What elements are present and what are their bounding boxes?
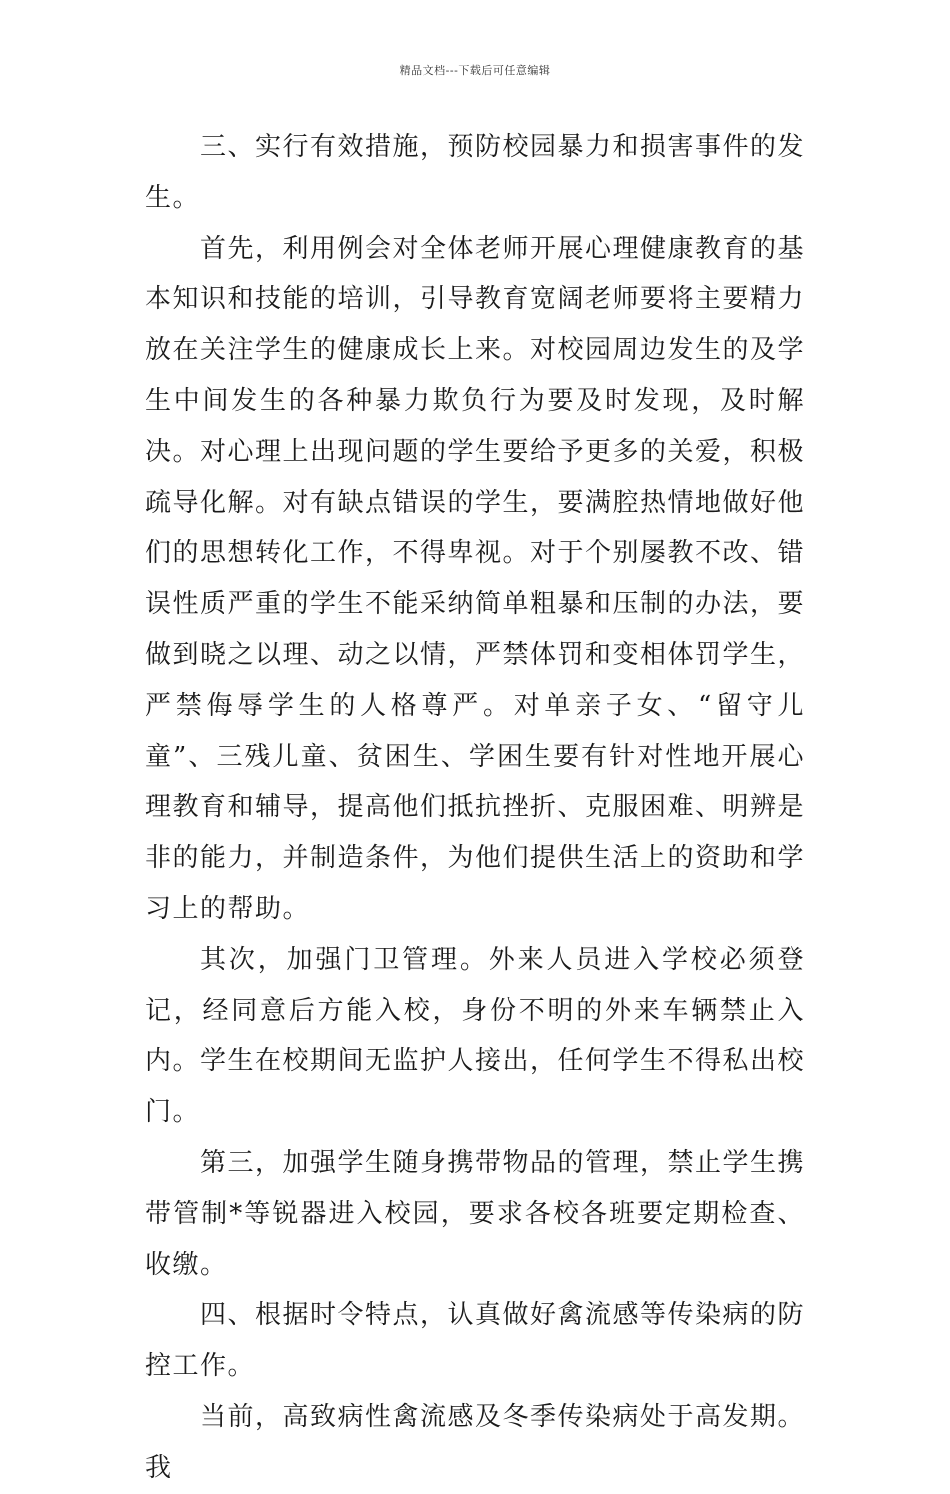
document-body [145, 122, 805, 1494]
paragraph-section-three-heading: 三、实行有效措施，预防校园暴力和损害事件的发生。 [145, 132, 806, 213]
paragraph-third-measure: 第三，加强学生随身携带物品的管理，禁止学生携带管制*等锐器进入校园，要求各校各班要定期检查、收缴。 [145, 1147, 806, 1280]
page-header: 精品文档---下载后可任意编辑 [399, 64, 551, 77]
paragraph-second-measure: 其次，加强门卫管理。外来人员进入学校必须登记，经同意后方能入校，身份不明的外来车辆禁止入内。学生在校期间无监护人接出，任何学生不得私出校门。 [145, 944, 806, 1128]
paragraph-section-four-heading: 四、根据时令特点，认真做好禽流感等传染病的防控工作。 [145, 1300, 806, 1382]
paragraph-current-situation: 当前，高致病性禽流感及冬季传染病处于高发期。我 [145, 1401, 806, 1483]
paragraph-first-measure: 首先，利用例会对全体老师开展心理健康教育的基本知识和技能的培训，引导教育宽阔老师要将主要精力放在关注学生的健康成长上来。对校园周边发生的及学生中间发生的各种暴力欺负行为要及时发现，及时解决。对心理上出现问题的学生要给予更多的关爱，积极疏导化解。对有缺点错误的学生，要满腔热情地做好他们的思想转化工作，不得卑视。对于个别屡教不改、错误性质严重的学生不能采纳简单粗暴和压制的办法，要做到晓之以理、动之以情，严禁体罚和变相体罚学生，严禁侮辱学生的人格尊严。对单亲子女、“留守儿童”、三残儿童、贫困生、学困生要有针对性地开展心理教育和辅导，提高他们抵抗挫折、克服困难、明辨是非的能力，并制造条件，为他们提供生活上的资助和学习上的帮助。 [145, 233, 806, 924]
